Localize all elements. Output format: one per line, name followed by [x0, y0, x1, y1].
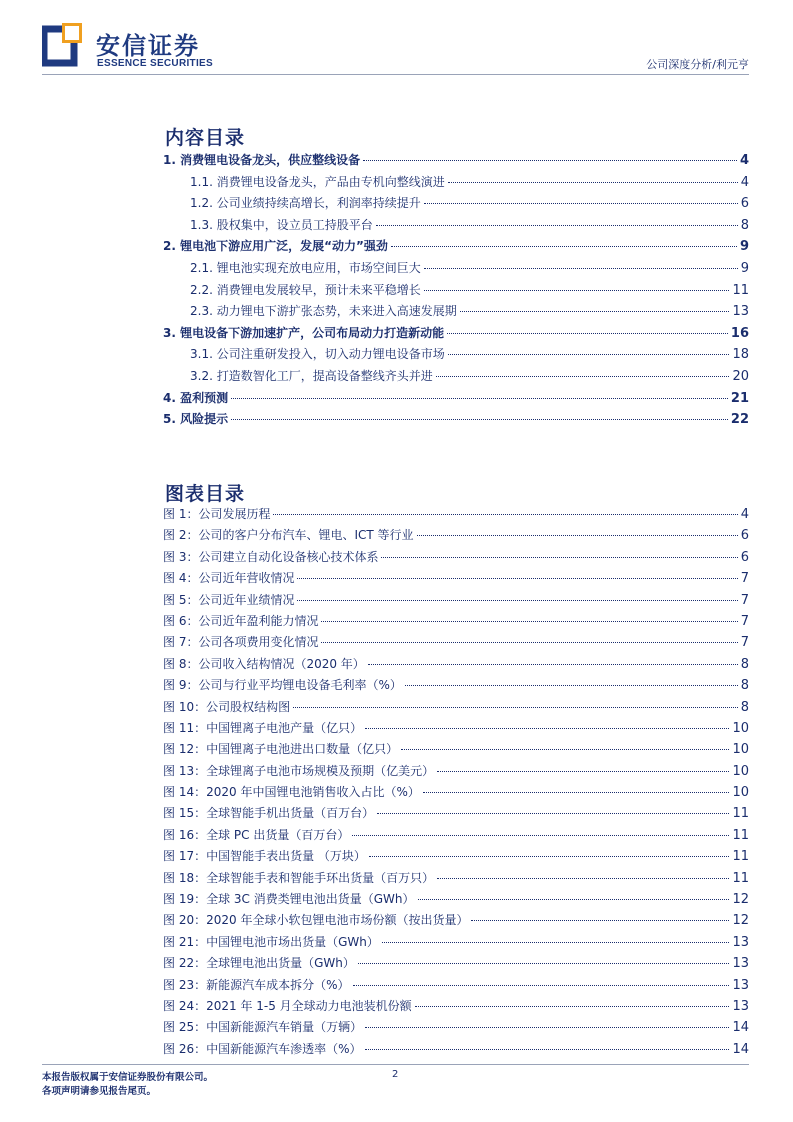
toc-entry-page[interactable]: 11: [732, 849, 749, 865]
dot-leader: [231, 419, 728, 420]
toc-entry-label[interactable]: 图 9：公司与行业平均锂电设备毛利率（%）: [163, 678, 402, 693]
toc-entry-page[interactable]: 21: [730, 390, 749, 406]
dot-leader: [437, 878, 729, 879]
toc-entry[interactable]: [163, 591, 749, 612]
toc-entry[interactable]: [163, 173, 749, 195]
toc-entry-page[interactable]: 18: [732, 347, 749, 363]
figures-title: 图表目录: [165, 483, 246, 505]
toc-entry-page[interactable]: 4: [740, 174, 749, 190]
dot-leader: [321, 642, 737, 643]
toc-entry-page[interactable]: 14: [732, 1041, 749, 1057]
toc-entry-label[interactable]: 图 24：2021 年 1-5 月全球动力电池装机份额: [163, 998, 412, 1013]
toc-entry-page[interactable]: 7: [740, 635, 749, 651]
toc-entry[interactable]: [163, 281, 749, 303]
dot-leader: [381, 557, 737, 558]
toc-entry-page[interactable]: 12: [732, 913, 749, 929]
toc-entry[interactable]: [163, 1018, 749, 1039]
logo-chinese-name: 安信证券: [96, 32, 200, 60]
toc-entry-page[interactable]: 20: [732, 368, 749, 384]
toc-entry-label[interactable]: 2. 锂电池下游应用广泛，发展“动力”强劲: [163, 239, 388, 254]
dot-leader: [293, 707, 738, 708]
dot-leader: [471, 920, 729, 921]
toc-entry-label[interactable]: 图 8：公司收入结构情况（2020 年）: [163, 656, 365, 671]
figures-list: [163, 505, 749, 1061]
toc-entry[interactable]: [163, 345, 749, 367]
toc-entry-page[interactable]: 8: [740, 699, 749, 715]
toc-entry-page[interactable]: 12: [732, 892, 749, 908]
toc-entry-page[interactable]: 10: [732, 720, 749, 736]
toc-entry-page[interactable]: 11: [732, 806, 749, 822]
toc-entry[interactable]: [163, 569, 749, 590]
toc-entry[interactable]: [163, 804, 749, 825]
dot-leader: [363, 160, 737, 161]
toc-entry-page[interactable]: 11: [732, 282, 749, 298]
toc-entry-page[interactable]: 22: [730, 412, 749, 428]
toc-entry-page[interactable]: 13: [732, 934, 749, 950]
toc-entry-label[interactable]: 3.1. 公司注重研发投入，切入动力锂电设备市场: [190, 347, 445, 362]
toc-entry-page[interactable]: 6: [740, 549, 749, 565]
toc-entry[interactable]: [163, 526, 749, 547]
dot-leader: [437, 771, 729, 772]
toc-entry-page[interactable]: 4: [739, 153, 749, 168]
toc-entry[interactable]: [163, 367, 749, 389]
dot-leader: [424, 203, 738, 204]
toc-entry-page[interactable]: 8: [740, 656, 749, 672]
report-type-tag: 公司深度分析/利元亨: [646, 58, 749, 71]
dot-leader: [273, 514, 737, 515]
toc-entry-label[interactable]: 1.3. 股权集中，设立员工持股平台: [190, 217, 373, 232]
toc-entry[interactable]: [163, 1040, 749, 1061]
toc-entry[interactable]: [163, 324, 749, 346]
toc-entry[interactable]: [163, 259, 749, 281]
toc-entry-page[interactable]: 16: [730, 325, 749, 341]
toc-entry-label[interactable]: 图 15：全球智能手机出货量（百万台）: [163, 806, 375, 821]
toc-entry-label[interactable]: 2.2. 消费锂电发展较早，预计未来平稳增长: [190, 282, 421, 297]
dot-leader: [365, 1027, 729, 1028]
toc-entry[interactable]: [163, 890, 749, 911]
toc-entry-page[interactable]: 11: [732, 870, 749, 886]
dot-leader: [417, 535, 738, 536]
toc-entry[interactable]: [163, 389, 749, 411]
toc-entry[interactable]: [163, 954, 749, 975]
dot-leader: [365, 1049, 730, 1050]
toc-entry-page[interactable]: 14: [732, 1020, 749, 1036]
toc-entry[interactable]: [163, 216, 749, 238]
toc-entry-label[interactable]: 图 22：全球锂电池出货量（GWh）: [163, 956, 355, 971]
toc-entry-label[interactable]: 图 4：公司近年营收情况: [163, 571, 295, 586]
toc-entry-label[interactable]: 图 26：中国新能源汽车渗透率（%）: [163, 1041, 362, 1056]
toc-entry-label[interactable]: 3. 锂电设备下游加速扩产，公司布局动力打造新动能: [163, 325, 445, 340]
dot-leader: [365, 728, 729, 729]
dot-leader: [424, 268, 738, 269]
dot-leader: [353, 985, 730, 986]
toc-entry-label[interactable]: 图 10：公司股权结构图: [163, 699, 291, 714]
toc-entry[interactable]: [163, 826, 749, 847]
toc-entry[interactable]: [163, 762, 749, 783]
toc-entry-label[interactable]: 图 17：中国智能手表出货量 （万块）: [163, 849, 366, 864]
toc-entry-label[interactable]: 3.2. 打造数智化工厂，提高设备整线齐头并进: [190, 368, 433, 383]
dot-leader: [297, 578, 737, 579]
toc-entry[interactable]: [163, 302, 749, 324]
toc-entry-label[interactable]: 图 13：全球锂离子电池市场规模及预期（亿美元）: [163, 763, 435, 778]
toc-entry[interactable]: [163, 612, 749, 633]
toc-entry[interactable]: [163, 740, 749, 761]
dot-leader: [418, 899, 730, 900]
dot-leader: [401, 749, 729, 750]
toc-entry-label[interactable]: 4. 盈利预测: [163, 390, 229, 405]
toc-entry-page[interactable]: 7: [740, 613, 749, 629]
page-number: 2: [392, 1069, 399, 1080]
dot-leader: [447, 333, 728, 334]
toc-entry-label[interactable]: 图 12：中国锂离子电池进出口数量（亿只）: [163, 742, 399, 757]
dot-leader: [436, 376, 730, 377]
footer-divider: [42, 1064, 749, 1065]
toc-entry-label[interactable]: 图 21：中国锂电池市场出货量（GWh）: [163, 934, 379, 949]
dot-leader: [376, 225, 738, 226]
toc-entry[interactable]: [163, 911, 749, 932]
toc-entry-label[interactable]: 图 23：新能源汽车成本拆分（%）: [163, 977, 350, 992]
toc-entry-label[interactable]: 图 11：中国锂离子电池产量（亿只）: [163, 720, 363, 735]
toc-entry[interactable]: [163, 410, 749, 432]
toc-entry[interactable]: [163, 194, 749, 216]
toc-entry-label[interactable]: 1.1. 消费锂电设备龙头，产品由专机向整线演进: [190, 174, 445, 189]
toc-entry-label[interactable]: 图 6：公司近年盈利能力情况: [163, 613, 319, 628]
toc-entry-page[interactable]: 10: [732, 763, 749, 779]
contents-list: [163, 151, 749, 432]
toc-entry[interactable]: [163, 676, 749, 697]
toc-entry[interactable]: [163, 933, 749, 954]
toc-entry-label[interactable]: 图 14：2020 年中国锂电池销售收入占比（%）: [163, 785, 420, 800]
dot-leader: [358, 963, 730, 964]
toc-entry-label[interactable]: 图 20：2020 年全球小软包锂电池市场份额（按出货量）: [163, 913, 469, 928]
toc-entry-page[interactable]: 10: [732, 785, 749, 801]
dot-leader: [424, 290, 730, 291]
toc-entry-label[interactable]: 图 5：公司近年业绩情况: [163, 592, 295, 607]
dot-leader: [231, 398, 728, 399]
toc-entry-page[interactable]: 10: [732, 742, 749, 758]
toc-entry[interactable]: [163, 548, 749, 569]
toc-entry-page[interactable]: 6: [740, 528, 749, 544]
toc-entry-label[interactable]: 图 16：全球 PC 出货量（百万台）: [163, 827, 350, 842]
dot-leader: [382, 942, 730, 943]
toc-entry[interactable]: [163, 869, 749, 890]
toc-entry-label[interactable]: 图 3：公司建立自动化设备核心技术体系: [163, 549, 379, 564]
toc-entry-label[interactable]: 图 19：全球 3C 消费类锂电池出货量（GWh）: [163, 892, 415, 907]
header-divider: [42, 74, 749, 75]
toc-entry[interactable]: [163, 847, 749, 868]
toc-entry-label[interactable]: 图 18：全球智能手表和智能手环出货量（百万只）: [163, 870, 435, 885]
dot-leader: [460, 311, 730, 312]
toc-entry-label[interactable]: 2.1. 锂电池实现充放电应用，市场空间巨大: [190, 260, 421, 275]
dot-leader: [377, 813, 729, 814]
toc-entry-label[interactable]: 图 7：公司各项费用变化情况: [163, 635, 319, 650]
toc-entry-page[interactable]: 7: [740, 592, 749, 608]
toc-entry-page[interactable]: 8: [740, 678, 749, 694]
toc-entry[interactable]: [163, 633, 749, 654]
logo-mark-icon: [42, 21, 88, 71]
toc-entry[interactable]: [163, 505, 749, 526]
toc-entry-page[interactable]: 9: [740, 260, 749, 276]
toc-entry-label[interactable]: 1. 消费锂电设备龙头，供应整线设备: [163, 153, 361, 167]
toc-entry[interactable]: [163, 698, 749, 719]
toc-entry-label[interactable]: 图 25：中国新能源汽车销量（万辆）: [163, 1020, 363, 1035]
company-logo: [42, 21, 222, 71]
toc-entry[interactable]: [163, 237, 749, 259]
toc-entry[interactable]: [163, 151, 749, 173]
toc-entry[interactable]: [163, 719, 749, 740]
toc-entry-label[interactable]: 1.2. 公司业绩持续高增长，利润率持续提升: [190, 196, 421, 211]
dot-leader: [352, 835, 729, 836]
toc-entry-page[interactable]: 9: [739, 239, 749, 255]
toc-entry-page[interactable]: 13: [732, 956, 749, 972]
toc-entry[interactable]: [163, 976, 749, 997]
dot-leader: [448, 354, 730, 355]
toc-entry[interactable]: [163, 655, 749, 676]
toc-entry-page[interactable]: 8: [740, 217, 749, 233]
toc-entry-label[interactable]: 5. 风险提示: [163, 412, 229, 427]
toc-entry[interactable]: [163, 783, 749, 804]
toc-entry-page[interactable]: 7: [740, 571, 749, 587]
toc-entry-label[interactable]: 图 1：公司发展历程: [163, 507, 271, 521]
toc-entry-page[interactable]: 13: [732, 304, 749, 320]
dot-leader: [415, 1006, 730, 1007]
contents-title: 内容目录: [165, 127, 246, 149]
footer-disclaimer: 各项声明请参见报告尾页。: [42, 1086, 157, 1097]
dot-leader: [405, 685, 738, 686]
dot-leader: [391, 246, 737, 247]
logo-english-name: ESSENCE SECURITIES: [97, 58, 213, 69]
toc-entry-page[interactable]: 13: [732, 977, 749, 993]
toc-entry-page[interactable]: 4: [740, 507, 749, 522]
dot-leader: [448, 182, 738, 183]
dot-leader: [368, 664, 738, 665]
dot-leader: [369, 856, 730, 857]
toc-entry-page[interactable]: 11: [732, 827, 749, 843]
toc-entry-label[interactable]: 图 2：公司的客户分布汽车、锂电、ICT 等行业: [163, 528, 414, 543]
toc-entry[interactable]: [163, 997, 749, 1018]
footer-copyright: 本报告版权属于安信证券股份有限公司。: [42, 1072, 214, 1083]
toc-entry-page[interactable]: 6: [740, 196, 749, 212]
toc-entry-label[interactable]: 2.3. 动力锂电下游扩张态势，未来进入高速发展期: [190, 304, 457, 319]
dot-leader: [423, 792, 730, 793]
dot-leader: [297, 600, 737, 601]
toc-entry-page[interactable]: 13: [732, 998, 749, 1014]
dot-leader: [321, 621, 737, 622]
